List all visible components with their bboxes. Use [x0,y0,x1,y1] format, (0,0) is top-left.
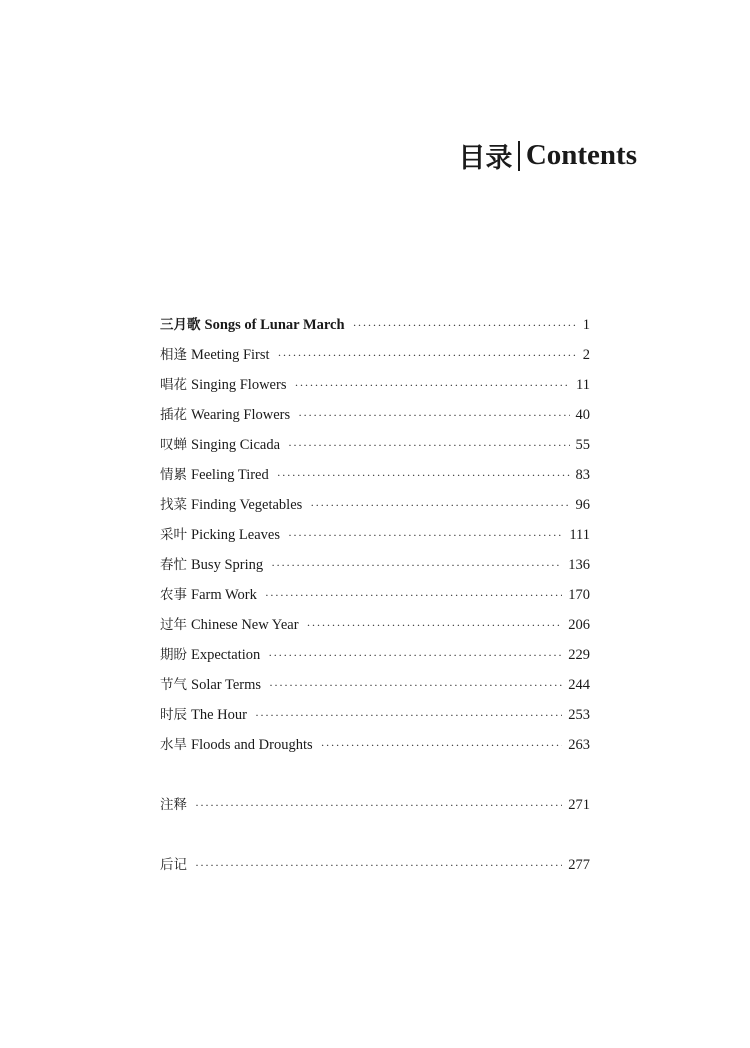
toc-entry-en: Singing Cicada [191,437,281,453]
toc-page-number: 229 [568,647,590,663]
toc-entry-en: Chinese New Year [191,617,299,633]
toc-entry-wearing-flowers[interactable] [160,400,590,430]
toc-entry-en: Feeling Tired [191,467,269,483]
dot-leader [195,850,562,880]
toc-entry-zh: 农事 [160,587,187,603]
toc-entry-zh: 采叶 [160,527,187,543]
toc-entry-zh: 找菜 [160,497,187,513]
dot-leader [321,730,563,760]
toc-entry-zh: 春忙 [160,557,187,573]
toc-entry-the-hour[interactable] [160,700,590,730]
toc-page-number: 136 [568,557,590,573]
toc-entry-en: Farm Work [191,587,257,603]
toc-page-number: 244 [568,677,590,693]
toc-entry-zh: 后记 [160,857,187,873]
dot-leader [298,400,569,430]
toc-entry-songs-of-lunar-march[interactable] [160,310,590,340]
dot-leader [310,490,569,520]
toc-entry-singing-flowers[interactable] [160,370,590,400]
dot-leader [294,370,570,400]
toc-page-number: 2 [582,347,590,363]
toc-entry-en: Expectation [191,647,261,663]
toc-entry-zh: 唱花 [160,377,187,393]
toc-page-number: 206 [568,617,590,633]
toc-entry-zh: 三月歌 [160,317,201,333]
toc-entry-solar-terms[interactable] [160,670,590,700]
dot-leader [255,700,562,730]
dot-leader [278,340,577,370]
toc-entry-zh: 相逢 [160,347,187,363]
title-divider [518,141,520,171]
toc-page-number: 170 [568,587,590,603]
toc-page-number: 277 [568,857,590,873]
toc-page-number: 253 [568,707,590,723]
toc-entry-feeling-tired[interactable] [160,460,590,490]
toc-page-number: 11 [576,377,590,393]
dot-leader [269,670,562,700]
toc-page-number: 83 [575,467,590,483]
dot-leader [265,580,562,610]
toc-entry-zh: 节气 [160,677,187,693]
toc-entry-floods-and-droughts[interactable] [160,730,590,760]
toc-entry-picking-leaves[interactable] [160,520,590,550]
toc-entry-chinese-new-year[interactable] [160,610,590,640]
dot-leader [353,310,577,340]
toc-entry-zh: 期盼 [160,647,187,663]
toc-page-number: 1 [582,317,590,333]
toc-entry-en: Wearing Flowers [191,407,291,423]
page-title [458,136,637,175]
toc-entry-zh: 注释 [160,797,187,813]
toc-entry-expectation[interactable] [160,640,590,670]
toc-entry-meeting-first[interactable] [160,340,590,370]
page-title-english: Contents [525,139,637,171]
toc-page-number: 55 [575,437,590,453]
toc-page-number: 111 [569,527,590,543]
page-title-chinese: 目录 [458,143,513,174]
dot-leader [271,550,562,580]
toc-page-number: 271 [568,797,590,813]
toc-entry-en: Finding Vegetables [191,497,303,513]
toc-entry-farm-work[interactable] [160,580,590,610]
dot-leader [288,430,569,460]
toc-entry-en: Singing Flowers [191,377,287,393]
toc-entry-zh: 情累 [160,467,187,483]
dot-leader [277,460,570,490]
section-gap [160,760,590,790]
toc-entry-zh: 时辰 [160,707,187,723]
section-gap [160,820,590,850]
toc-page-number: 96 [575,497,590,513]
toc-entry-notes[interactable] [160,790,590,820]
dot-leader [195,790,562,820]
toc-page-number: 263 [568,737,590,753]
toc-entry-en: Picking Leaves [191,527,280,543]
toc-entry-zh: 插花 [160,407,187,423]
dot-leader [307,610,563,640]
toc-entry-zh: 过年 [160,617,187,633]
toc-entry-busy-spring[interactable] [160,550,590,580]
toc-entry-zh: 叹蝉 [160,437,187,453]
toc-entry-zh: 水旱 [160,737,187,753]
table-of-contents [160,310,590,880]
toc-entry-finding-vegetables[interactable] [160,490,590,520]
toc-entry-en: Meeting First [191,347,270,363]
dot-leader [288,520,563,550]
toc-page-number: 40 [575,407,590,423]
toc-entry-singing-cicada[interactable] [160,430,590,460]
toc-entry-en: The Hour [191,707,247,723]
toc-entry-en: Busy Spring [191,557,264,573]
toc-entry-afterword[interactable] [160,850,590,880]
dot-leader [268,640,562,670]
toc-entry-en: Solar Terms [191,677,262,693]
toc-entry-en: Floods and Droughts [191,737,313,753]
toc-entry-en: Songs of Lunar March [204,317,345,333]
